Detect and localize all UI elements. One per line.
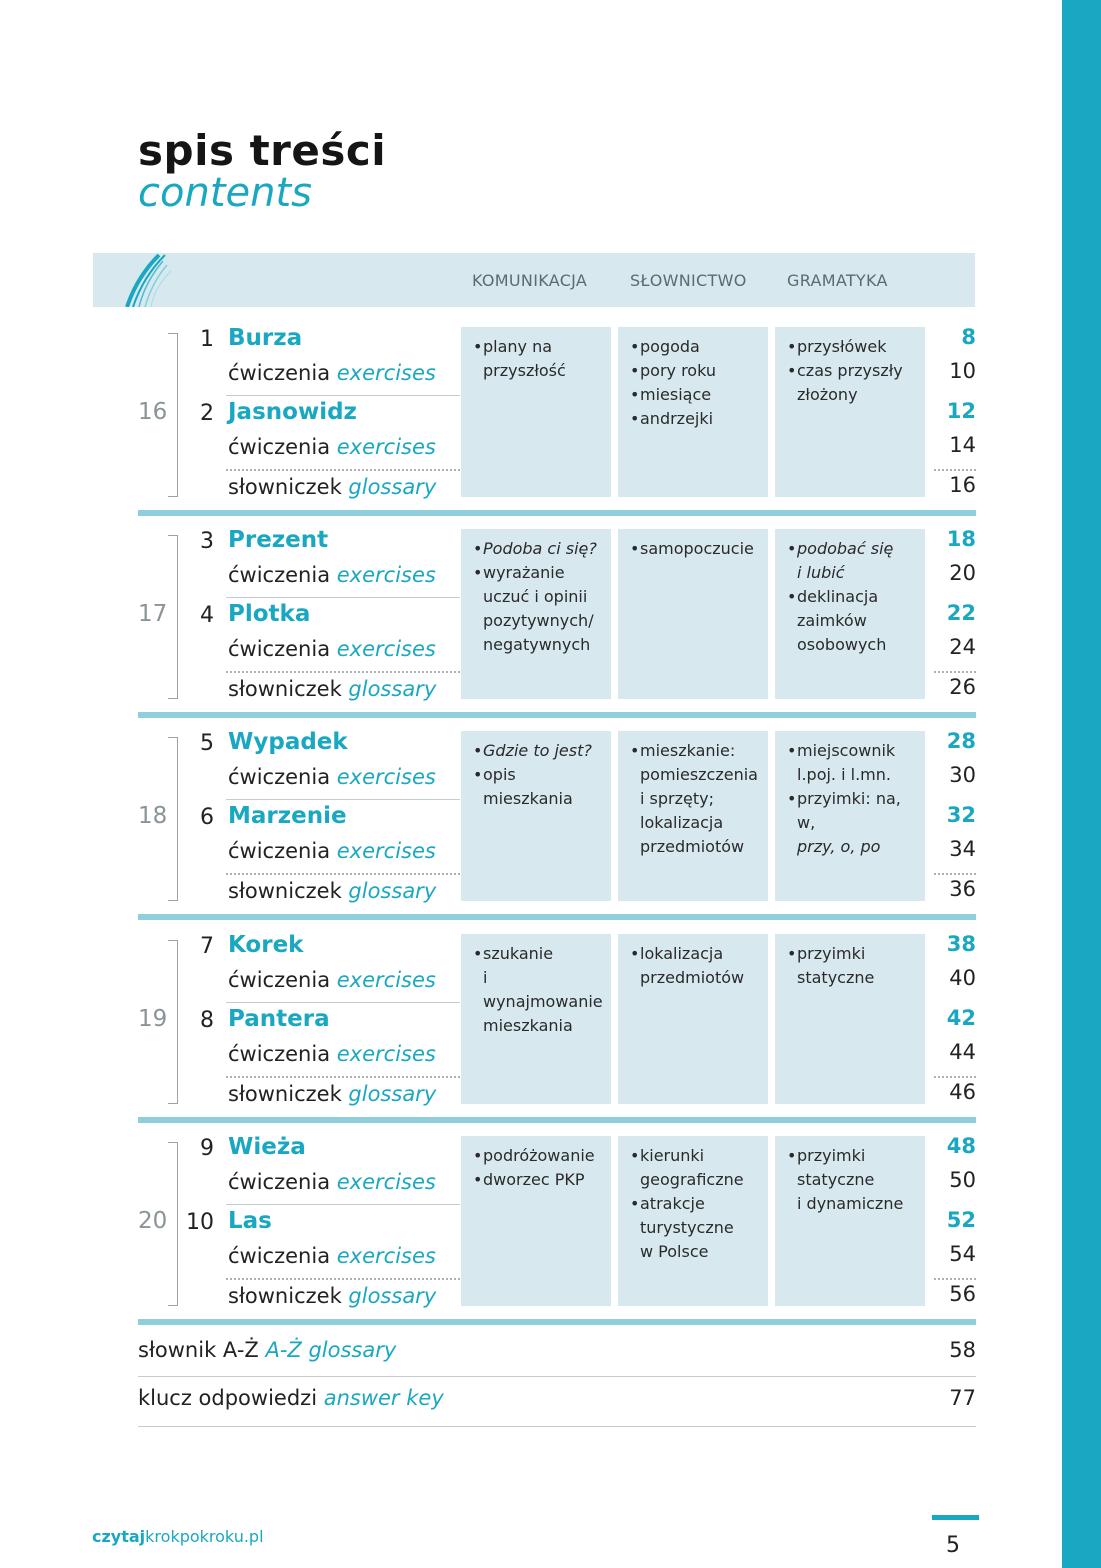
exercises-page-number: 30 xyxy=(949,763,976,787)
exercises-link[interactable] xyxy=(228,1042,436,1066)
exercises-link[interactable] xyxy=(228,765,436,789)
topic-line xyxy=(483,1168,603,1192)
footer-page-number: 77 xyxy=(949,1386,976,1410)
group-number: 17 xyxy=(138,601,168,627)
topic-line xyxy=(483,585,603,609)
topic-text: i wynajmowanie xyxy=(483,968,603,1011)
section-divider-band xyxy=(138,1319,976,1325)
chapter-number: 10 xyxy=(186,1210,214,1235)
topic-text: przy, o, po xyxy=(797,837,881,856)
topic-text: podróżowanie xyxy=(483,1146,595,1165)
topic-line xyxy=(797,335,917,359)
topic-line xyxy=(483,1014,603,1038)
topic-line xyxy=(640,1240,760,1264)
group-number: 20 xyxy=(138,1208,168,1234)
chapter-page-number: 12 xyxy=(946,399,976,423)
topic-text: uczuć i opinii xyxy=(483,587,588,606)
glossary-link[interactable] xyxy=(228,1082,436,1106)
topic-text: pory roku xyxy=(640,361,717,380)
exercises-label-pl: ćwiczenia xyxy=(228,839,331,863)
divider xyxy=(226,597,460,598)
topic-text: miejscownik xyxy=(797,741,896,760)
topic-text: podobać się xyxy=(797,539,894,558)
topic-line xyxy=(797,359,917,383)
topic-line xyxy=(483,537,603,561)
topic-text: wyrażanie xyxy=(483,563,565,582)
glossary-link[interactable] xyxy=(228,475,436,499)
topic-line xyxy=(640,739,760,763)
topic-line xyxy=(797,966,917,990)
chapter-page-number: 32 xyxy=(946,803,976,827)
chapter-number: 1 xyxy=(200,327,214,352)
topic-line xyxy=(483,609,603,633)
topic-text: geograficzne xyxy=(640,1170,744,1189)
exercises-link[interactable] xyxy=(228,968,436,992)
topic-line xyxy=(640,835,760,859)
chapter-page-number: 52 xyxy=(946,1208,976,1232)
glossary-page-number: 16 xyxy=(949,473,976,497)
topic-text: przyimki: na, w, xyxy=(797,789,901,832)
topic-line xyxy=(797,739,917,763)
topic-text: Podoba ci się? xyxy=(483,539,597,558)
topic-text: przedmiotów xyxy=(640,968,745,987)
chapter-page-number: 48 xyxy=(946,1134,976,1158)
divider xyxy=(226,395,460,396)
group-number: 19 xyxy=(138,1006,168,1032)
exercises-label-en: exercises xyxy=(336,563,436,587)
topic-line xyxy=(640,763,760,787)
group-number: 16 xyxy=(138,399,168,425)
topic-line xyxy=(640,537,760,561)
exercises-page-number: 10 xyxy=(949,359,976,383)
dotted-divider xyxy=(226,469,460,471)
glossary-link[interactable] xyxy=(228,879,436,903)
dotted-divider xyxy=(934,1076,976,1078)
section-divider-band xyxy=(138,914,976,920)
exercises-label-en: exercises xyxy=(336,839,436,863)
exercises-label-en: exercises xyxy=(336,1170,436,1194)
section-divider-band xyxy=(138,510,976,516)
exercises-link[interactable] xyxy=(228,563,436,587)
page-title: spis treści xyxy=(138,126,387,175)
website-link[interactable] xyxy=(92,1527,264,1546)
exercises-label-en: exercises xyxy=(336,968,436,992)
topic-line xyxy=(483,335,603,359)
chapter-number: 5 xyxy=(200,731,214,756)
topic-line xyxy=(640,1144,760,1168)
topic-text: negatywnych xyxy=(483,635,591,654)
exercises-link[interactable] xyxy=(228,637,436,661)
topic-line xyxy=(797,835,917,859)
dotted-divider xyxy=(226,671,460,673)
chapter-page-number: 28 xyxy=(946,729,976,753)
website-rest: krokpokroku.pl xyxy=(145,1527,264,1546)
exercises-link[interactable] xyxy=(228,839,436,863)
topic-text: mieszkanie: xyxy=(640,741,736,760)
topic-line xyxy=(640,787,760,811)
exercises-label-pl: ćwiczenia xyxy=(228,361,331,385)
exercises-label-en: exercises xyxy=(336,435,436,459)
topic-text: przedmiotów xyxy=(640,837,745,856)
topic-text: deklinacja xyxy=(797,587,879,606)
footer-row-answer-key[interactable] xyxy=(138,1386,976,1410)
page-marker-bar xyxy=(932,1515,979,1520)
topic-line xyxy=(640,966,760,990)
topic-text: i sprzęty; xyxy=(640,789,714,808)
edge-color-bar xyxy=(1062,0,1101,1568)
cell-gramatyka xyxy=(775,327,925,497)
exercises-page-number: 34 xyxy=(949,837,976,861)
unit-group-17 xyxy=(138,529,976,701)
glossary-label-en: glossary xyxy=(348,677,437,701)
chapter-title-link[interactable]: Wieża xyxy=(228,1134,306,1160)
cell-slownictwo xyxy=(618,327,768,497)
topic-text: pogoda xyxy=(640,337,700,356)
exercises-page-number: 24 xyxy=(949,635,976,659)
dotted-divider xyxy=(934,1278,976,1280)
exercises-label-pl: ćwiczenia xyxy=(228,435,331,459)
exercises-link[interactable] xyxy=(228,435,436,459)
exercises-label-en: exercises xyxy=(336,361,436,385)
topic-line xyxy=(483,1144,603,1168)
topic-line xyxy=(797,1168,917,1192)
cell-komunikacja xyxy=(461,731,611,901)
topic-text: atrakcje xyxy=(640,1194,705,1213)
topic-text: samopoczucie xyxy=(640,539,754,558)
footer-label-en: A-Ż glossary xyxy=(265,1338,397,1362)
chapter-number: 2 xyxy=(200,401,214,426)
brush-stroke-decoration-icon xyxy=(93,253,173,307)
topic-text: lokalizacja xyxy=(640,944,724,963)
topic-line xyxy=(797,1192,917,1216)
footer-page-number: 58 xyxy=(949,1338,976,1362)
dotted-divider xyxy=(226,1076,460,1078)
chapter-number: 9 xyxy=(200,1136,214,1161)
chapter-title-link[interactable]: Pantera xyxy=(228,1006,330,1032)
cell-gramatyka xyxy=(775,529,925,699)
exercises-label-en: exercises xyxy=(336,1042,436,1066)
topic-text: turystyczne xyxy=(640,1218,734,1237)
chapter-title-link[interactable]: Prezent xyxy=(228,527,329,553)
chapter-title-link[interactable]: Plotka xyxy=(228,601,311,627)
glossary-page-number: 26 xyxy=(949,675,976,699)
cell-komunikacja xyxy=(461,327,611,497)
section-divider-band xyxy=(138,712,976,718)
chapter-title-link[interactable]: Las xyxy=(228,1208,272,1234)
topic-text: w Polsce xyxy=(640,1242,709,1261)
topic-text: l.poj. i l.mn. xyxy=(797,765,891,784)
cell-gramatyka xyxy=(775,731,925,901)
topic-text: dworzec PKP xyxy=(483,1170,585,1189)
topic-line xyxy=(640,942,760,966)
divider xyxy=(226,1204,460,1205)
topic-text: plany na xyxy=(483,337,553,356)
topic-line xyxy=(797,1144,917,1168)
exercises-link[interactable] xyxy=(228,361,436,385)
exercises-label-pl: ćwiczenia xyxy=(228,563,331,587)
dotted-divider xyxy=(226,1278,460,1280)
footer-label-pl: klucz odpowiedzi xyxy=(138,1386,318,1410)
topic-text: złożony xyxy=(797,385,858,404)
exercises-label-pl: ćwiczenia xyxy=(228,637,331,661)
topic-text: czas przyszły xyxy=(797,361,903,380)
exercises-label-en: exercises xyxy=(336,765,436,789)
glossary-link[interactable] xyxy=(228,677,436,701)
chapter-title-link[interactable]: Marzenie xyxy=(228,803,347,829)
section-divider-band xyxy=(138,1117,976,1123)
divider xyxy=(138,1376,976,1377)
glossary-label-en: glossary xyxy=(348,475,437,499)
table-header xyxy=(93,253,975,307)
topic-text: przyimki xyxy=(797,1146,866,1165)
topic-line xyxy=(797,537,917,561)
topic-line xyxy=(797,763,917,787)
unit-group-16 xyxy=(138,327,976,499)
divider xyxy=(226,799,460,800)
footer-label-en: answer key xyxy=(323,1386,444,1410)
glossary-label-en: glossary xyxy=(348,879,437,903)
divider xyxy=(226,1002,460,1003)
exercises-label-pl: ćwiczenia xyxy=(228,968,331,992)
topic-line xyxy=(797,609,917,633)
topic-text: przyszłość xyxy=(483,361,566,380)
topic-line xyxy=(483,966,603,1014)
dotted-divider xyxy=(934,873,976,875)
topic-line xyxy=(483,942,603,966)
topic-text: mieszkania xyxy=(483,789,573,808)
topic-text: zaimków xyxy=(797,611,867,630)
chapter-number: 8 xyxy=(200,1008,214,1033)
cell-komunikacja xyxy=(461,1136,611,1306)
topic-line xyxy=(483,739,603,763)
glossary-label-pl: słowniczek xyxy=(228,677,342,701)
topic-text: andrzejki xyxy=(640,409,714,428)
divider xyxy=(138,1426,976,1427)
chapter-number: 4 xyxy=(200,603,214,628)
topic-text: statyczne xyxy=(797,968,875,987)
exercises-label-en: exercises xyxy=(336,1244,436,1268)
glossary-label-en: glossary xyxy=(348,1082,437,1106)
glossary-label-pl: słowniczek xyxy=(228,1284,342,1308)
cell-gramatyka xyxy=(775,1136,925,1306)
glossary-page-number: 46 xyxy=(949,1080,976,1104)
chapter-page-number: 42 xyxy=(946,1006,976,1030)
cell-slownictwo xyxy=(618,934,768,1104)
topic-line xyxy=(640,1168,760,1192)
topic-text: przyimki xyxy=(797,944,866,963)
glossary-page-number: 56 xyxy=(949,1282,976,1306)
glossary-label-en: glossary xyxy=(348,1284,437,1308)
topic-line xyxy=(483,561,603,585)
topic-line xyxy=(483,359,603,383)
website-bold: czytaj xyxy=(92,1527,146,1546)
glossary-link[interactable] xyxy=(228,1284,436,1308)
topic-text: przysłówek xyxy=(797,337,887,356)
exercises-link[interactable] xyxy=(228,1244,436,1268)
exercises-label-pl: ćwiczenia xyxy=(228,1244,331,1268)
exercises-label-pl: ćwiczenia xyxy=(228,765,331,789)
topic-line xyxy=(640,1216,760,1240)
topic-line xyxy=(640,811,760,835)
topic-line xyxy=(797,942,917,966)
topic-text: mieszkania xyxy=(483,1016,573,1035)
chapter-page-number: 22 xyxy=(946,601,976,625)
topic-text: kierunki xyxy=(640,1146,705,1165)
page-subtitle: contents xyxy=(138,170,312,216)
cell-gramatyka xyxy=(775,934,925,1104)
topic-line xyxy=(797,585,917,609)
exercises-page-number: 40 xyxy=(949,966,976,990)
topic-text: opis xyxy=(483,765,516,784)
topic-text: Gdzie to jest? xyxy=(483,741,592,760)
chapter-number: 3 xyxy=(200,529,214,554)
glossary-label-pl: słowniczek xyxy=(228,475,342,499)
column-header-slownictwo: SŁOWNICTWO xyxy=(630,271,747,290)
topic-line xyxy=(797,787,917,835)
topic-line xyxy=(483,763,603,787)
exercises-label-en: exercises xyxy=(336,637,436,661)
cell-komunikacja xyxy=(461,934,611,1104)
page-number: 5 xyxy=(946,1533,960,1558)
chapter-number: 7 xyxy=(200,934,214,959)
chapter-title-link[interactable]: Korek xyxy=(228,932,304,958)
topic-text: i lubić xyxy=(797,563,845,582)
chapter-page-number: 38 xyxy=(946,932,976,956)
footer-row-glossary[interactable] xyxy=(138,1338,976,1362)
topic-text: pozytywnych/ xyxy=(483,611,594,630)
topic-line xyxy=(640,335,760,359)
topic-text: miesiące xyxy=(640,385,712,404)
topic-text: lokalizacja xyxy=(640,813,724,832)
column-header-komunikacja: KOMUNIKACJA xyxy=(472,271,588,290)
cell-slownictwo xyxy=(618,1136,768,1306)
dotted-divider xyxy=(934,671,976,673)
glossary-label-pl: słowniczek xyxy=(228,1082,342,1106)
topic-line xyxy=(640,383,760,407)
topic-line xyxy=(640,1192,760,1216)
exercises-page-number: 20 xyxy=(949,561,976,585)
chapter-title-link[interactable]: Burza xyxy=(228,325,303,351)
chapter-page-number: 18 xyxy=(946,527,976,551)
topic-line xyxy=(797,633,917,657)
unit-group-20 xyxy=(138,1136,976,1308)
group-number: 18 xyxy=(138,803,168,829)
topic-text: statyczne xyxy=(797,1170,875,1189)
unit-group-19 xyxy=(138,934,976,1106)
exercises-page-number: 54 xyxy=(949,1242,976,1266)
topic-text: osobowych xyxy=(797,635,887,654)
exercises-page-number: 44 xyxy=(949,1040,976,1064)
topic-line xyxy=(483,787,603,811)
footer-label-pl: słownik A-Ż xyxy=(138,1338,259,1362)
exercises-link[interactable] xyxy=(228,1170,436,1194)
cell-slownictwo xyxy=(618,731,768,901)
topic-text: pomieszczenia xyxy=(640,765,758,784)
exercises-label-pl: ćwiczenia xyxy=(228,1042,331,1066)
exercises-page-number: 50 xyxy=(949,1168,976,1192)
dotted-divider xyxy=(934,469,976,471)
dotted-divider xyxy=(226,873,460,875)
chapter-page-number: 8 xyxy=(961,325,976,349)
topic-line xyxy=(797,383,917,407)
topic-line xyxy=(640,359,760,383)
unit-group-18 xyxy=(138,731,976,903)
cell-slownictwo xyxy=(618,529,768,699)
chapter-title-link[interactable]: Wypadek xyxy=(228,729,348,755)
chapter-title-link[interactable]: Jasnowidz xyxy=(228,399,357,425)
glossary-page-number: 36 xyxy=(949,877,976,901)
topic-line xyxy=(797,561,917,585)
topic-line xyxy=(483,633,603,657)
exercises-page-number: 14 xyxy=(949,433,976,457)
topic-line xyxy=(640,407,760,431)
exercises-label-pl: ćwiczenia xyxy=(228,1170,331,1194)
glossary-label-pl: słowniczek xyxy=(228,879,342,903)
topic-text: i dynamiczne xyxy=(797,1194,904,1213)
chapter-number: 6 xyxy=(200,805,214,830)
column-header-gramatyka: GRAMATYKA xyxy=(787,271,888,290)
topic-text: szukanie xyxy=(483,944,554,963)
cell-komunikacja xyxy=(461,529,611,699)
